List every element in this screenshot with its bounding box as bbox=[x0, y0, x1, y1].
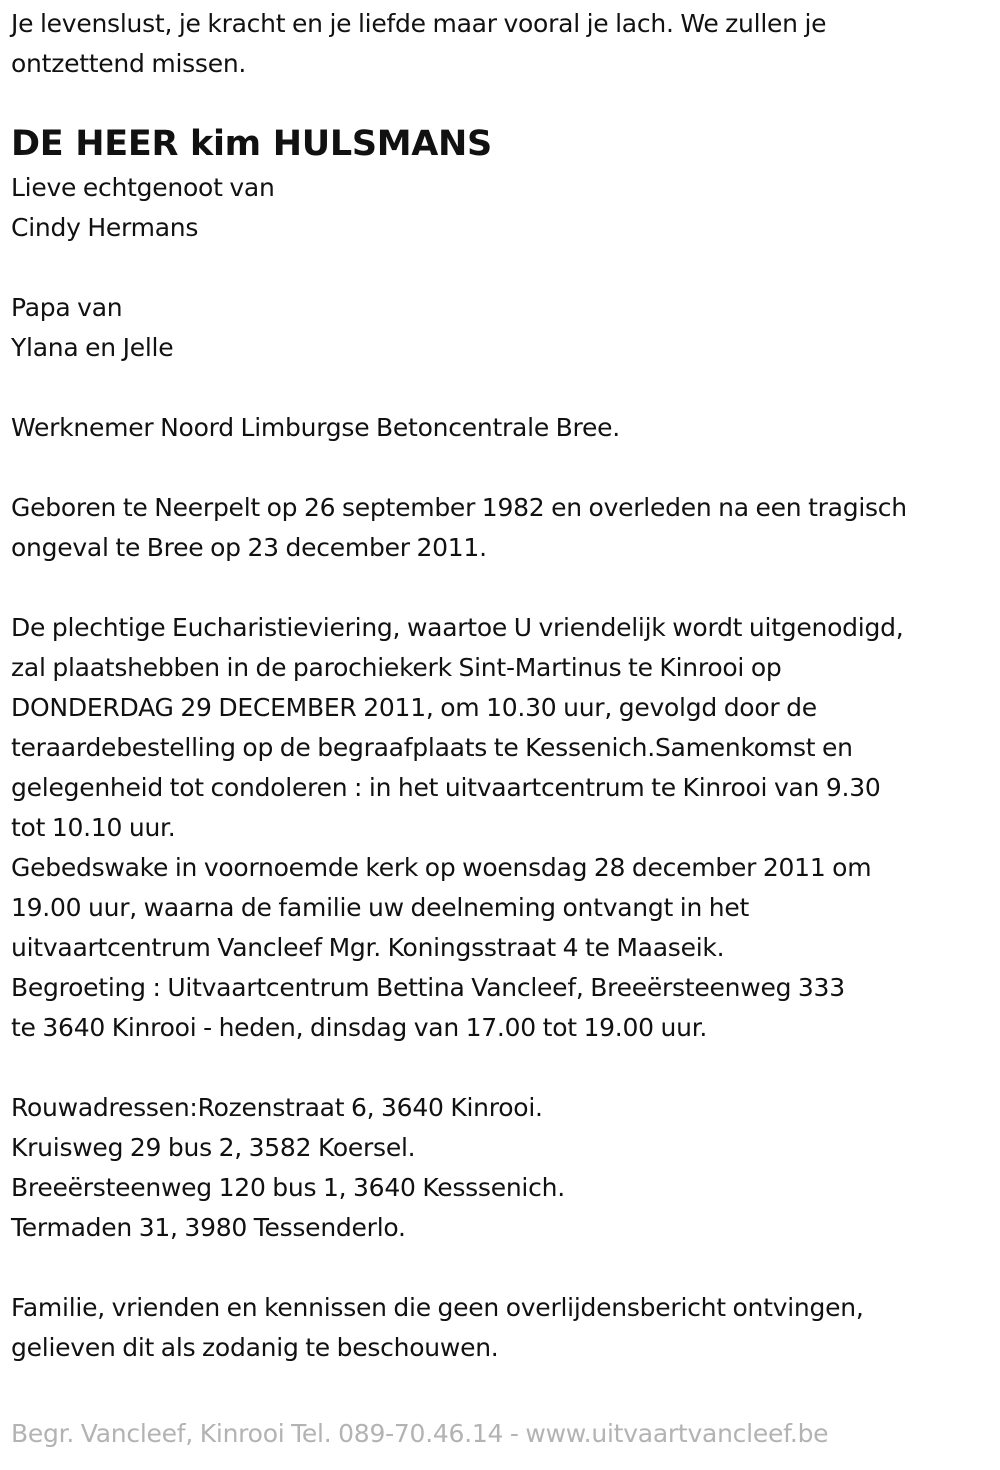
intro-line: ontzettend missen. bbox=[11, 49, 247, 78]
ceremony-line: Gebedswake in voornoemde kerk op woensdag 28 december 2011 om bbox=[11, 853, 872, 882]
spacer bbox=[11, 1248, 995, 1288]
birth-death-line: Geboren te Neerpelt op 26 september 1982 en overleden na een tragisch bbox=[11, 493, 907, 522]
address-line: Breeërsteenweg 120 bus 1, 3640 Kesssenich. bbox=[11, 1173, 565, 1202]
spacer bbox=[11, 448, 995, 488]
ceremony-line: DONDERDAG 29 DECEMBER 2011, om 10.30 uur, gevolgd door de bbox=[11, 693, 817, 722]
funeral-home-footer: Begr. Vancleef, Kinrooi Tel. 089-70.46.14 - www.uitvaartvancleef.be bbox=[11, 1419, 829, 1448]
ceremony-line: teraardebestelling op de begraafplaats te Kessenich.Samenkomst en bbox=[11, 733, 853, 762]
address-line: Kruisweg 29 bus 2, 3582 Koersel. bbox=[11, 1133, 416, 1162]
ceremony-line: De plechtige Eucharistieviering, waartoe U vriendelijk wordt uitgenodigd, bbox=[11, 613, 904, 642]
spacer bbox=[11, 568, 995, 608]
spacer bbox=[11, 248, 995, 288]
deceased-name: DE HEER kim HULSMANS bbox=[11, 124, 492, 164]
ceremony-line: tot 10.10 uur. bbox=[11, 813, 176, 842]
children-line: Papa van bbox=[11, 293, 123, 322]
address-line: Rouwadressen:Rozenstraat 6, 3640 Kinrooi. bbox=[11, 1093, 543, 1122]
children-names: Ylana en Jelle bbox=[11, 333, 174, 362]
ceremony-line: gelegenheid tot condoleren : in het uitvaartcentrum te Kinrooi van 9.30 bbox=[11, 773, 881, 802]
ceremony-line: uitvaartcentrum Vancleef Mgr. Koningsstraat 4 te Maaseik. bbox=[11, 933, 725, 962]
spacer bbox=[11, 1048, 995, 1088]
ceremony-line: te 3640 Kinrooi - heden, dinsdag van 17.00 tot 19.00 uur. bbox=[11, 1013, 708, 1042]
intro-line: Je levenslust, je kracht en je liefde maar vooral je lach. We zullen je bbox=[11, 9, 827, 38]
ceremony-line: 19.00 uur, waarna de familie uw deelneming ontvangt in het bbox=[11, 893, 750, 922]
spouse-line: Lieve echtgenoot van bbox=[11, 173, 275, 202]
closing-line: gelieven dit als zodanig te beschouwen. bbox=[11, 1333, 499, 1362]
spacer bbox=[11, 368, 995, 408]
ceremony-line: Begroeting : Uitvaartcentrum Bettina Vancleef, Breeërsteenweg 333 bbox=[11, 973, 845, 1002]
obituary-notice bbox=[11, 4, 995, 1368]
closing-line: Familie, vrienden en kennissen die geen overlijdensbericht ontvingen, bbox=[11, 1293, 864, 1322]
employer-line: Werknemer Noord Limburgse Betoncentrale Bree. bbox=[11, 413, 620, 442]
address-line: Termaden 31, 3980 Tessenderlo. bbox=[11, 1213, 406, 1242]
spouse-name: Cindy Hermans bbox=[11, 213, 199, 242]
ceremony-line: zal plaatshebben in de parochiekerk Sint-Martinus te Kinrooi op bbox=[11, 653, 782, 682]
birth-death-line: ongeval te Bree op 23 december 2011. bbox=[11, 533, 487, 562]
